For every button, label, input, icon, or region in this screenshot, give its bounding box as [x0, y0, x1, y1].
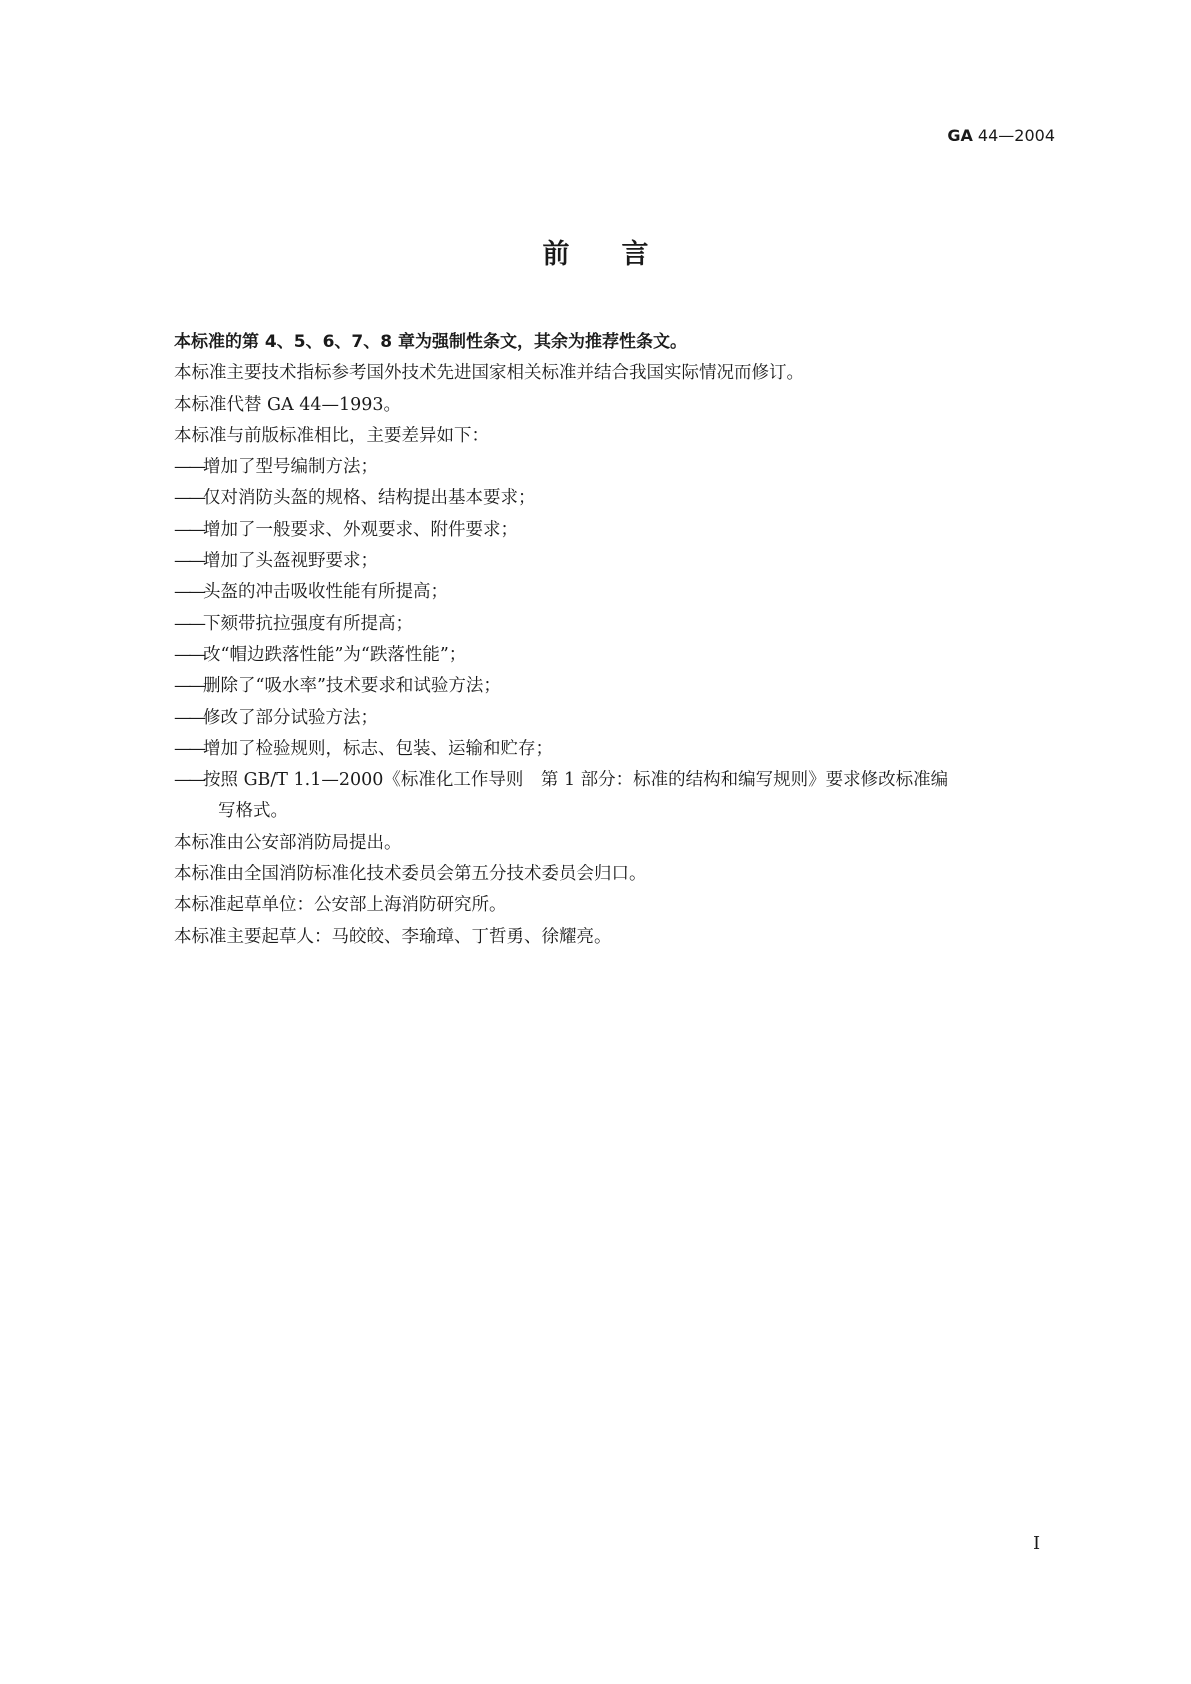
change-item-text: 增加了一般要求、外观要求、附件要求； [203, 519, 518, 540]
change-item-continuation: 写格式。 [218, 801, 288, 822]
change-item-text: 下颏带抗拉强度有所提高； [203, 613, 413, 634]
standard-code [947, 126, 1055, 145]
change-item-text: 增加了检验规则，标志、包装、运输和贮存； [203, 738, 553, 759]
dash: —— [174, 644, 203, 665]
change-item-text: 删除了“吸水率”技术要求和试验方法； [203, 676, 501, 697]
drafting-unit: 本标准起草单位：公安部上海消防研究所。 [174, 895, 507, 916]
proposed-by: 本标准由公安部消防局提出。 [174, 832, 402, 853]
standard-code-number: 44—2004 [977, 126, 1055, 145]
page-title: 前言 [542, 239, 701, 270]
dash: —— [174, 551, 203, 572]
dash: —— [174, 457, 203, 478]
dash: —— [174, 488, 203, 509]
change-item [174, 640, 1054, 671]
drafters: 本标准主要起草人：马皎皎、李瑜璋、丁哲勇、徐耀亮。 [174, 926, 612, 947]
dash: —— [174, 676, 203, 697]
changes-intro: 本标准与前版标准相比，主要差异如下： [174, 425, 489, 446]
change-item-text: 增加了头盔视野要求； [203, 551, 378, 572]
reference-statement: 本标准主要技术指标参考国外技术先进国家相关标准并结合我国实际情况而修订。 [174, 363, 804, 384]
change-item-text: 仅对消防头盔的规格、结构提出基本要求； [203, 488, 536, 509]
change-item-text: 改“帽边跌落性能”为“跌落性能”； [203, 644, 467, 665]
change-item [174, 483, 1054, 514]
dash: —— [174, 707, 203, 728]
change-item [174, 765, 1054, 796]
change-item-text: 头盔的冲击吸收性能有所提高； [203, 582, 448, 603]
change-item-text: 按照 GB/T 1.1—2000《标准化工作导则 第 1 部分：标准的结构和编写规则》要求修改标准编 [203, 770, 949, 791]
mandatory-statement: 本标准的第 4、5、6、7、8 章为强制性条文，其余为推荐性条文。 [174, 332, 687, 352]
change-item-text: 增加了型号编制方法； [203, 457, 378, 478]
replaces-statement: 本标准代替 GA 44—1993。 [174, 394, 402, 415]
dash: —— [174, 738, 203, 759]
change-item [174, 609, 1054, 640]
change-item [174, 515, 1054, 546]
change-item [174, 734, 1054, 765]
change-item [174, 546, 1054, 577]
dash: —— [174, 582, 203, 603]
standard-code-prefix: GA [947, 126, 973, 145]
dash: —— [174, 770, 203, 791]
change-item [174, 703, 1054, 734]
page-number: I [1033, 1533, 1041, 1554]
change-item [174, 577, 1054, 608]
change-item [174, 671, 1054, 702]
foreword-body [174, 327, 1054, 953]
dash: —— [174, 613, 203, 634]
change-item-text: 修改了部分试验方法； [203, 707, 378, 728]
change-item [174, 452, 1054, 483]
managed-by: 本标准由全国消防标准化技术委员会第五分技术委员会归口。 [174, 864, 647, 885]
dash: —— [174, 519, 203, 540]
